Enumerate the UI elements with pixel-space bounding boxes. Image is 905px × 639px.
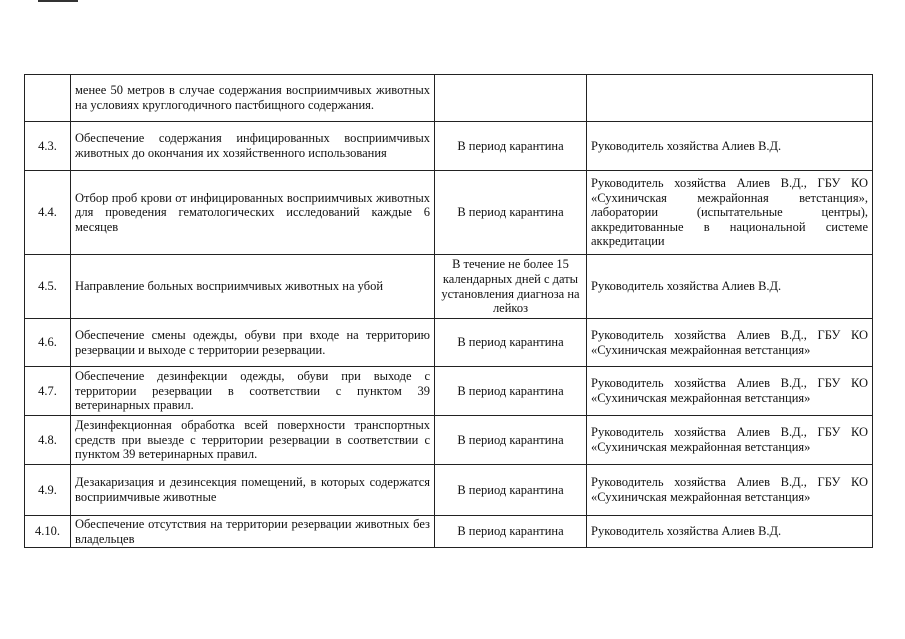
table-row xyxy=(25,171,873,255)
deadline-cell: В период карантина xyxy=(435,122,587,171)
responsible-cell: Руководитель хозяйства Алиев В.Д. xyxy=(587,516,873,548)
row-number: 4.3. xyxy=(25,122,71,171)
measures-table xyxy=(24,74,873,548)
table-row xyxy=(25,367,873,416)
action-cell: Отбор проб крови от инфицированных восприимчивых животных для проведения гематологических исследований каждые 6 месяцев xyxy=(71,171,435,255)
deadline-cell: В период карантина xyxy=(435,516,587,548)
row-number: 4.8. xyxy=(25,416,71,465)
deadline-cell: В течение не более 15 календарных дней с даты установления диагноза на лейкоз xyxy=(435,255,587,319)
table-row xyxy=(25,75,873,122)
row-number xyxy=(25,75,71,122)
deadline-cell: В период карантина xyxy=(435,367,587,416)
action-cell: Направление больных восприимчивых животных на убой xyxy=(71,255,435,319)
row-number: 4.9. xyxy=(25,465,71,516)
responsible-cell: Руководитель хозяйства Алиев В.Д., ГБУ КО «Сухиничская межрайонная ветстанция» xyxy=(587,367,873,416)
action-cell: Дезакаризация и дезинсекция помещений, в которых содержатся восприимчивые животные xyxy=(71,465,435,516)
table-row xyxy=(25,465,873,516)
responsible-cell: Руководитель хозяйства Алиев В.Д. xyxy=(587,122,873,171)
action-cell: Обеспечение смены одежды, обуви при входе на территорию резервации и выходе с территории резервации. xyxy=(71,319,435,367)
action-cell: Дезинфекционная обработка всей поверхности транспортных средств при выезде с территории резервации в соответствии с пунктом 39 ветеринарных правил. xyxy=(71,416,435,465)
action-cell: Обеспечение отсутствия на территории резервации животных без владельцев xyxy=(71,516,435,548)
responsible-cell: Руководитель хозяйства Алиев В.Д. xyxy=(587,255,873,319)
top-edge-mark xyxy=(38,0,78,2)
table-row xyxy=(25,319,873,367)
table-row xyxy=(25,516,873,548)
deadline-cell: В период карантина xyxy=(435,319,587,367)
table-row xyxy=(25,122,873,171)
responsible-cell xyxy=(587,75,873,122)
deadline-cell: В период карантина xyxy=(435,465,587,516)
row-number: 4.6. xyxy=(25,319,71,367)
row-number: 4.7. xyxy=(25,367,71,416)
row-number: 4.5. xyxy=(25,255,71,319)
table-row xyxy=(25,255,873,319)
action-cell: Обеспечение содержания инфицированных восприимчивых животных до окончания их хозяйственного использования xyxy=(71,122,435,171)
row-number: 4.4. xyxy=(25,171,71,255)
responsible-cell: Руководитель хозяйства Алиев В.Д., ГБУ КО «Сухиничская межрайонная ветстанция» xyxy=(587,465,873,516)
deadline-cell xyxy=(435,75,587,122)
responsible-cell: Руководитель хозяйства Алиев В.Д., ГБУ КО «Сухиничская межрайонная ветстанция», лаборатории (испытательные центры), аккредитованные в национальной системе аккредитации xyxy=(587,171,873,255)
responsible-cell: Руководитель хозяйства Алиев В.Д., ГБУ КО «Сухиничская межрайонная ветстанция» xyxy=(587,416,873,465)
table-row xyxy=(25,416,873,465)
deadline-cell: В период карантина xyxy=(435,416,587,465)
deadline-cell: В период карантина xyxy=(435,171,587,255)
responsible-cell: Руководитель хозяйства Алиев В.Д., ГБУ КО «Сухиничская межрайонная ветстанция» xyxy=(587,319,873,367)
row-number: 4.10. xyxy=(25,516,71,548)
action-cell: менее 50 метров в случае содержания восприимчивых животных на условиях круглогодичного пастбищного содержания. xyxy=(71,75,435,122)
action-cell: Обеспечение дезинфекции одежды, обуви при выходе с территории резервации в соответствии с пунктом 39 ветеринарных правил. xyxy=(71,367,435,416)
